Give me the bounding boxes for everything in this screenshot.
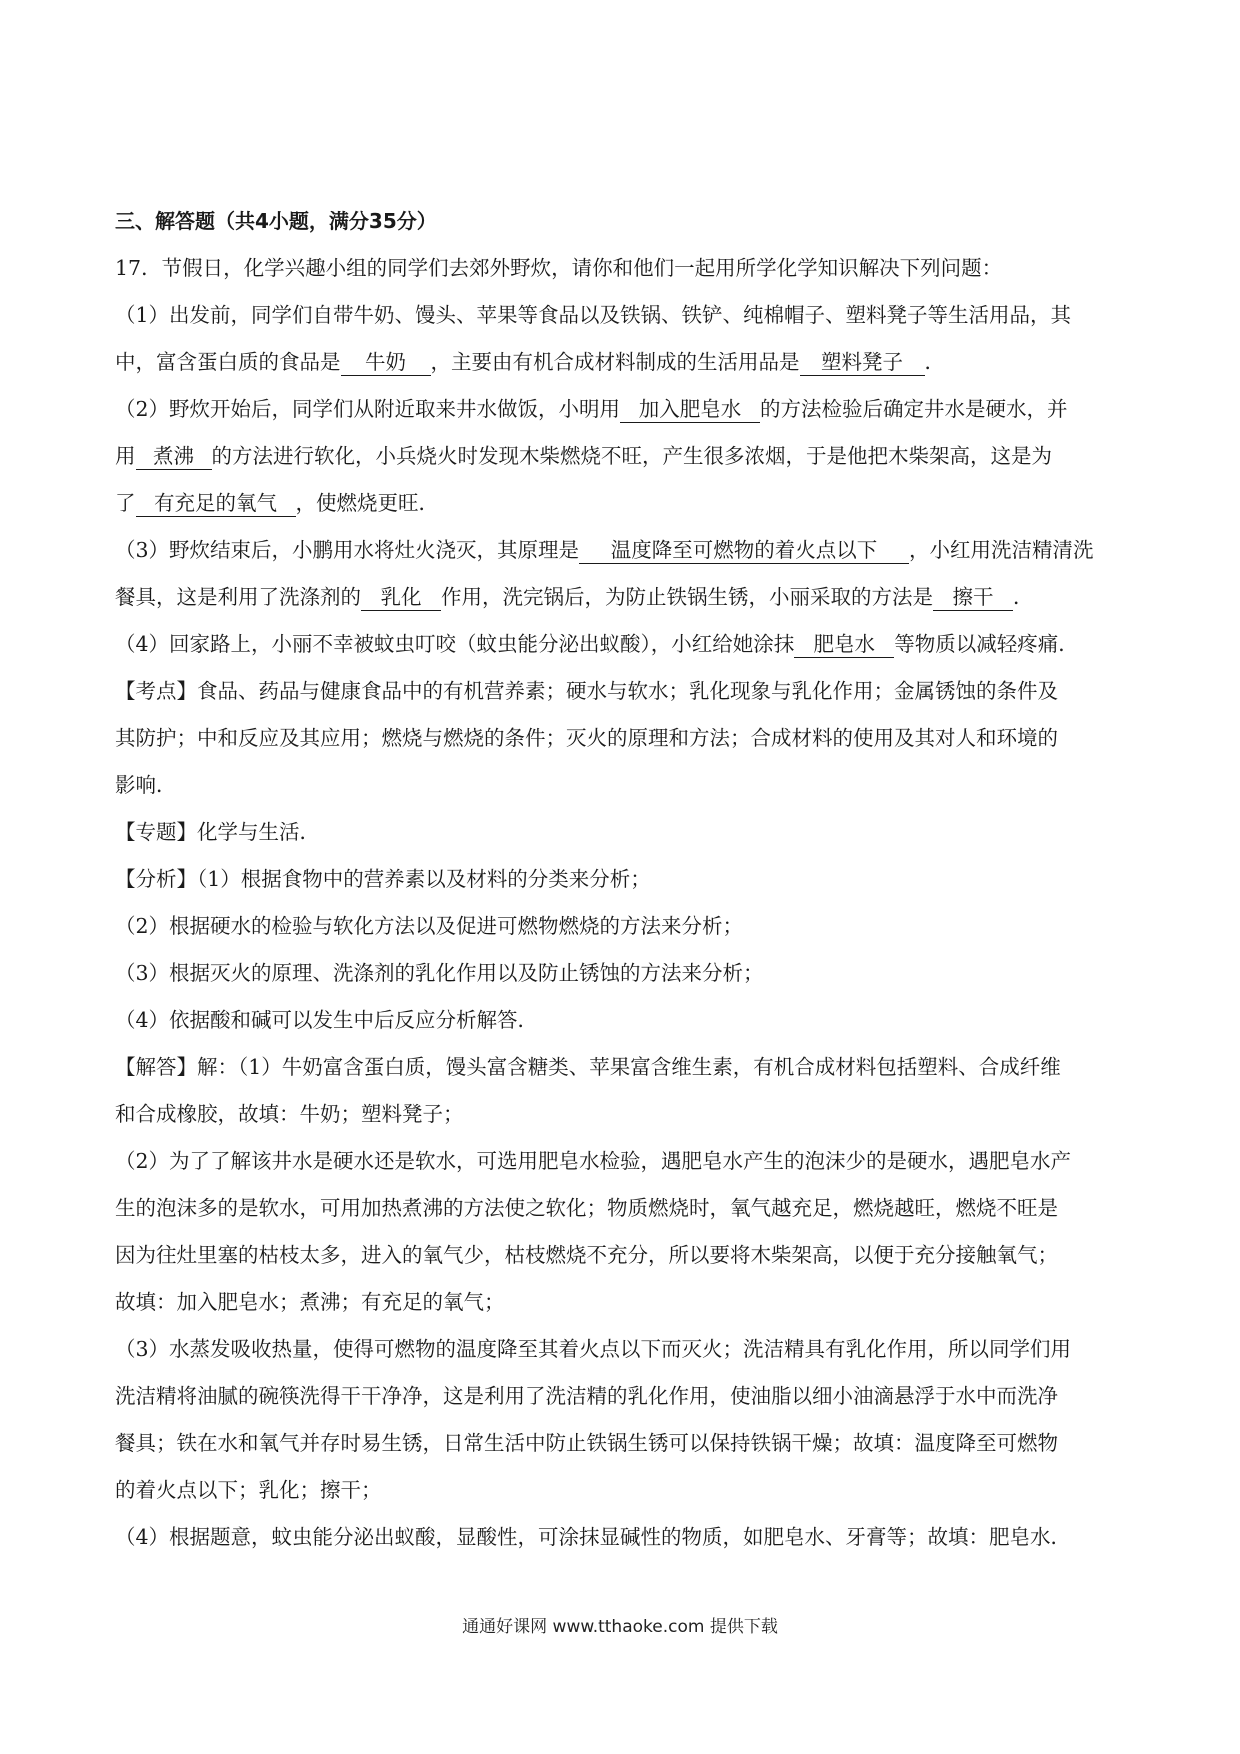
jieda-line-5: 因为往灶里塞的枯枝太多，进入的氧气少，枯枝燃烧不充分，所以要将木柴架高，以便于充分接触氧气； <box>115 1243 1058 1267</box>
text-segment: ，主要由有机合成材料制成的生活用品是 <box>430 350 800 374</box>
text-segment: 用 <box>115 444 136 468</box>
answer-blank-emulsify: 乳化 <box>361 584 441 611</box>
question-17-stem: 17．节假日，化学兴趣小组的同学们去郊外野炊，请你和他们一起用所学化学知识解决下列问题： <box>115 256 1003 280</box>
answer-blank-soap-water-2: 肥皂水 <box>794 631 894 658</box>
fenxi-line-3: （3）根据灭火的原理、洗涤剂的乳化作用以及防止锈蚀的方法来分析； <box>115 961 764 985</box>
jieda-line-10: 的着火点以下；乳化；擦干； <box>115 1478 382 1502</box>
text-segment: 中，富含蛋白质的食品是 <box>115 350 341 374</box>
jieda-line-11: （4）根据题意，蚊虫能分泌出蚁酸，显酸性，可涂抹显碱性的物质，如肥皂水、牙膏等；故填：肥皂水． <box>115 1525 1072 1549</box>
text-segment: ． <box>924 350 945 374</box>
text-segment: （3）野炊结束后，小鹏用水将灶火浇灭，其原理是 <box>115 538 580 562</box>
section-heading: 三、解答题（共4小题，满分35分） <box>115 209 437 233</box>
fenxi-line-1: 【分析】（1）根据食物中的营养素以及材料的分类来分析； <box>115 867 651 891</box>
jieda-line-1: 【解答】解：（1）牛奶富含蛋白质，馒头富含糖类、苹果富含维生素，有机合成材料包括塑料、合成纤维 <box>115 1055 1061 1079</box>
jieda-line-2: 和合成橡胶，故填：牛奶；塑料凳子； <box>115 1102 464 1126</box>
text-segment: ． <box>1013 585 1034 609</box>
question-17-part2-line1 <box>115 393 1125 426</box>
jieda-line-7: （3）水蒸发吸收热量，使得可燃物的温度降至其着火点以下而灭火；洗洁精具有乳化作用，所以同学们用 <box>115 1337 1072 1361</box>
answer-blank-plastic-stool: 塑料凳子 <box>800 349 925 376</box>
question-17-part2-line3 <box>115 487 1125 520</box>
answer-blank-boiling: 煮沸 <box>136 443 212 470</box>
jieda-line-3: （2）为了了解该井水是硬水还是软水，可选用肥皂水检验，遇肥皂水产生的泡沫少的是硬水，遇肥皂水产 <box>115 1149 1072 1173</box>
kaodian-line-2: 其防护；中和反应及其应用；燃烧与燃烧的条件；灭火的原理和方法；合成材料的使用及其对人和环境的 <box>115 726 1058 750</box>
jieda-line-6: 故填：加入肥皂水；煮沸；有充足的氧气； <box>115 1290 505 1314</box>
page-footer: 通通好课网 www.tthaoke.com 提供下载 <box>462 1617 778 1637</box>
text-segment: 了 <box>115 491 136 515</box>
question-17-part1-line1: （1）出发前，同学们自带牛奶、馒头、苹果等食品以及铁锅、铁铲、纯棉帽子、塑料凳子等生活用品，其 <box>115 303 1072 327</box>
answer-blank-wipe-dry: 擦干 <box>933 584 1013 611</box>
question-17-part3-line2 <box>115 581 1125 614</box>
text-segment: 作用，洗完锅后，为防止铁锅生锈，小丽采取的方法是 <box>441 585 933 609</box>
fenxi-line-2: （2）根据硬水的检验与软化方法以及促进可燃物燃烧的方法来分析； <box>115 914 744 938</box>
question-17-part3-line1 <box>115 534 1125 567</box>
kaodian-line-3: 影响． <box>115 773 177 797</box>
text-segment: 的方法检验后确定井水是硬水，并 <box>760 397 1068 421</box>
question-17-part1-line2 <box>115 346 1125 379</box>
kaodian-line-1: 【考点】食品、药品与健康食品中的有机营养素；硬水与软水；乳化现象与乳化作用；金属锈蚀的条件及 <box>115 679 1058 703</box>
answer-blank-milk: 牛奶 <box>341 349 431 376</box>
jieda-line-4: 生的泡沫多的是软水，可用加热煮沸的方法使之软化；物质燃烧时，氧气越充足，燃烧越旺，燃烧不旺是 <box>115 1196 1058 1220</box>
page-content <box>115 205 1125 1568</box>
question-17-part2-line2 <box>115 440 1125 473</box>
text-segment: ，小红用洗洁精清洗 <box>909 538 1094 562</box>
question-17-part4-line1 <box>115 628 1125 661</box>
jieda-line-9: 餐具；铁在水和氧气并存时易生锈，日常生活中防止铁锅生锈可以保持铁锅干燥；故填：温度降至可燃物 <box>115 1431 1058 1455</box>
text-segment: ，使燃烧更旺． <box>295 491 439 515</box>
answer-blank-sufficient-oxygen: 有充足的氧气 <box>136 490 296 517</box>
zhuanti-line: 【专题】化学与生活． <box>115 820 320 844</box>
text-segment: 等物质以减轻疼痛． <box>894 632 1079 656</box>
jieda-line-8: 洗洁精将油腻的碗筷洗得干干净净，这是利用了洗洁精的乳化作用，使油脂以细小油滴悬浮于水中而洗净 <box>115 1384 1058 1408</box>
text-segment: （2）野炊开始后，同学们从附近取来井水做饭，小明用 <box>115 397 621 421</box>
text-segment: 餐具，这是利用了洗涤剂的 <box>115 585 361 609</box>
answer-blank-soap-water: 加入肥皂水 <box>620 396 760 423</box>
text-segment: 的方法进行软化，小兵烧火时发现木柴燃烧不旺，产生很多浓烟，于是他把木柴架高，这是为 <box>211 444 1052 468</box>
fenxi-line-4: （4）依据酸和碱可以发生中后反应分析解答． <box>115 1008 539 1032</box>
answer-blank-below-ignition-point: 温度降至可燃物的着火点以下 <box>579 537 909 564</box>
text-segment: （4）回家路上，小丽不幸被蚊虫叮咬（蚊虫能分泌出蚁酸），小红给她涂抹 <box>115 632 795 656</box>
